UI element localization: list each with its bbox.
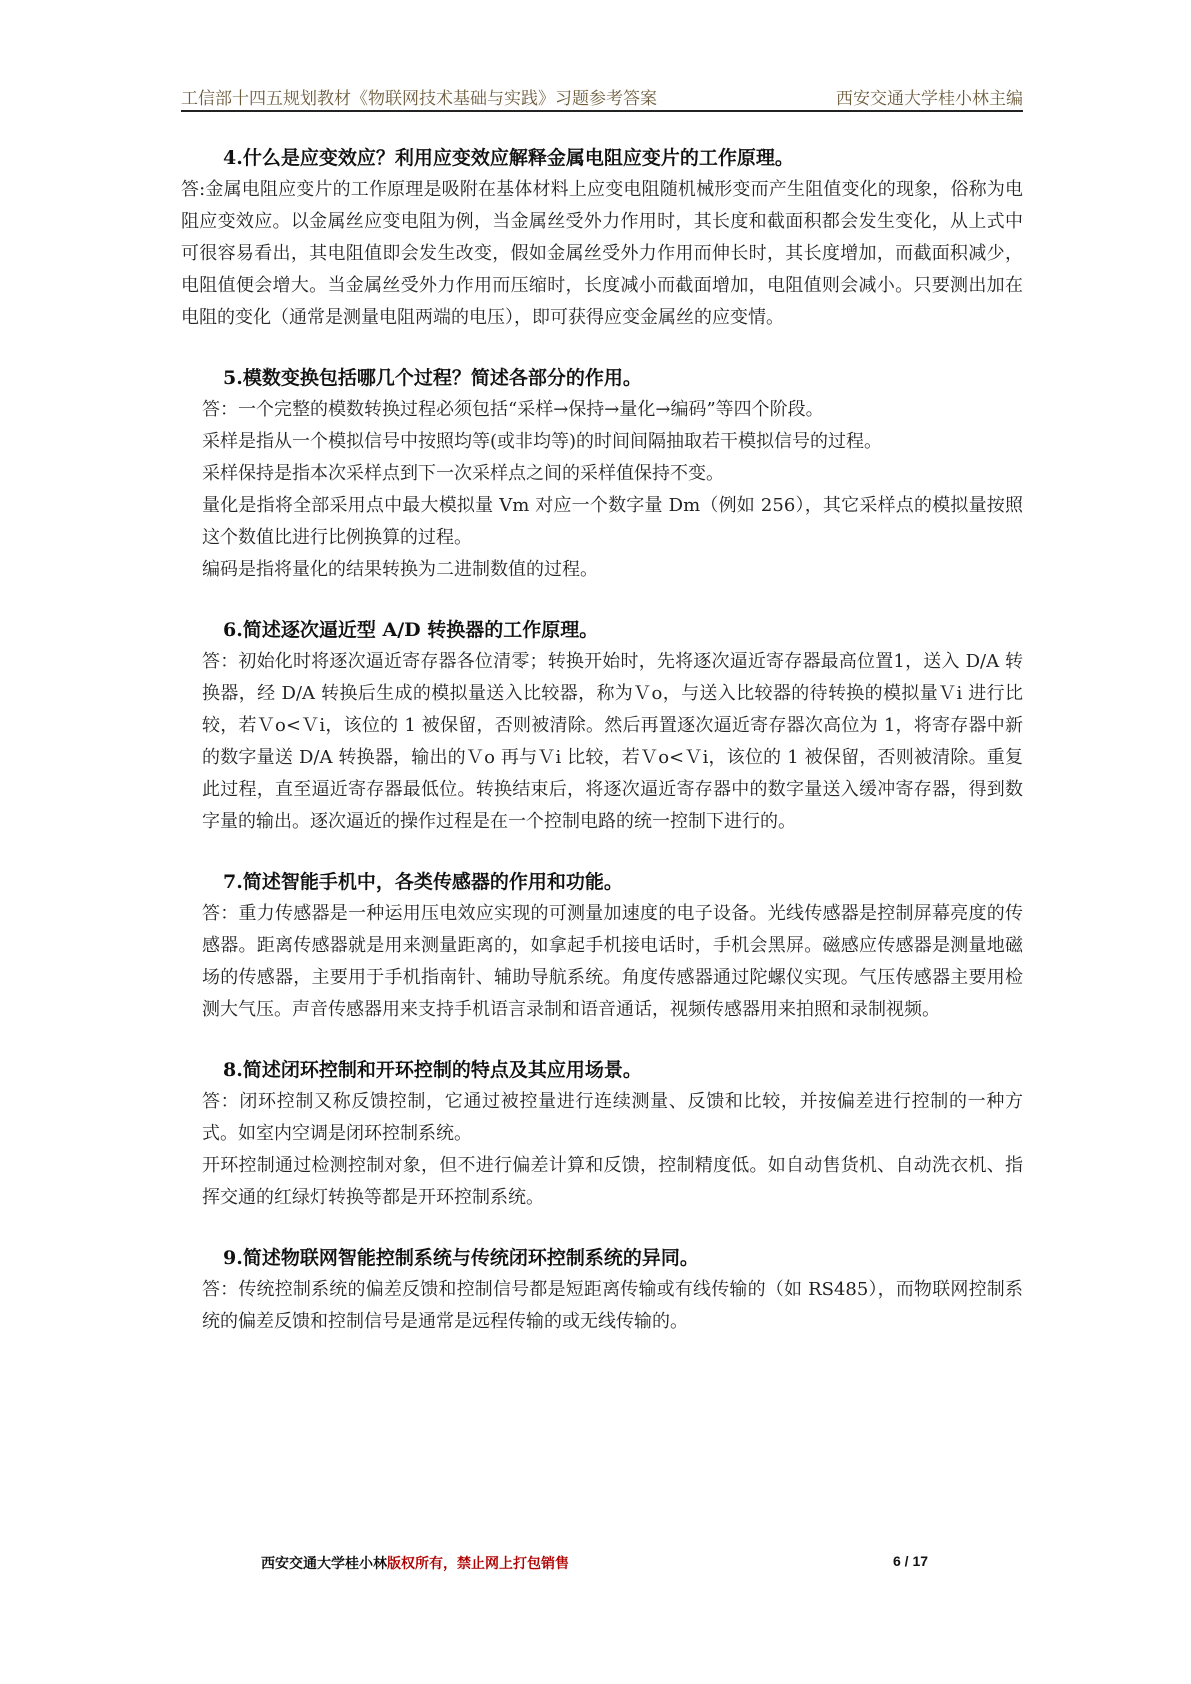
answer-paragraph: 采样是指从一个模拟信号中按照均等(或非均等)的时间间隔抽取若干模拟信号的过程。 — [202, 431, 883, 452]
header-title: 工信部十四五规划教材《物联网技术基础与实践》习题参考答案 — [181, 89, 657, 109]
qa-section — [181, 1242, 1023, 1338]
qa-section — [181, 362, 1023, 586]
document-body — [181, 142, 1023, 1366]
answer-paragraph: 答：闭环控制又称反馈控制，它通过被控量进行连续测量、反馈和比较，并按偏差进行控制的一种方式。如室内空调是闭环控制系统。 — [202, 1091, 1023, 1144]
answer-paragraph: 答：初始化时将逐次逼近寄存器各位清零；转换开始时，先将逐次逼近寄存器最高位置1，送入 D/A 转换器，经 D/A 转换后生成的模拟量送入比较器，称为Ｖo，与送入比较器的待转换的模拟量Ｖi 进行比较，若Ｖo<Ｖi，该位的 1 被保留，否则被清除。然后再置逐次逼近寄存器次高位为 1，将寄存器中新的数字量送 D/A 转换器，输出的Ｖo 再与Ｖi 比较，若Ｖo<Ｖi，该位的 1 被保留，否则被清除。重复此过程，直至逼近寄存器最低位。转换结束后，将逐次逼近寄存器中的数字量送入缓冲寄存器，得到数字量的输出。逐次逼近的操作过程是在一个控制电路的统一控制下进行的。 — [202, 651, 1023, 832]
header-editor: 西安交通大学桂小林主编 — [836, 89, 1023, 109]
page-number: 6 / 17 — [893, 1553, 929, 1569]
answer-paragraph: 编码是指将量化的结果转换为二进制数值的过程。 — [202, 559, 598, 580]
question-heading: 6.简述逐次逼近型 A/D 转换器的工作原理。 — [223, 619, 599, 641]
qa-section — [181, 614, 1023, 838]
answer-paragraph: 答：一个完整的模数转换过程必须包括“采样→保持→量化→编码”等四个阶段。 — [202, 399, 824, 420]
copyright-warning: 版权所有，禁止网上打包销售 — [387, 1556, 569, 1572]
answer-paragraph: 答:金属电阻应变片的工作原理是吸附在基体材料上应变电阻随机械形变而产生阻值变化的现象，俗称为电阻应变效应。以金属丝应变电阻为例，当金属丝受外力作用时，其长度和截面积都会发生变化，从上式中可很容易看出，其电阻值即会发生改变，假如金属丝受外力作用而伸长时，其长度增加，而截面积减少，电阻值便会增大。当金属丝受外力作用而压缩时，长度减小而截面增加，电阻值则会减小。只要测出加在电阻的变化（通常是测量电阻两端的电压），即可获得应变金属丝的应变情。 — [181, 179, 1023, 328]
answer-paragraph: 开环控制通过检测控制对象，但不进行偏差计算和反馈，控制精度低。如自动售货机、自动洗衣机、指挥交通的红绿灯转换等都是开环控制系统。 — [202, 1155, 1023, 1208]
question-heading: 5.模数变换包括哪几个过程？简述各部分的作用。 — [223, 367, 642, 389]
question-heading: 9.简述物联网智能控制系统与传统闭环控制系统的异同。 — [223, 1247, 699, 1269]
copyright-notice — [261, 1553, 569, 1573]
qa-section — [181, 1054, 1023, 1214]
page-header — [181, 84, 1023, 112]
question-heading: 7.简述智能手机中，各类传感器的作用和功能。 — [223, 871, 623, 893]
copyright-author: 西安交通大学桂小林 — [261, 1556, 387, 1572]
answer-paragraph: 量化是指将全部采用点中最大模拟量 Vm 对应一个数字量 Dm（例如 256），其它采样点的模拟量按照这个数值比进行比例换算的过程。 — [202, 495, 1023, 548]
question-heading: 8.简述闭环控制和开环控制的特点及其应用场景。 — [223, 1059, 642, 1081]
qa-section — [181, 866, 1023, 1026]
answer-paragraph: 答：重力传感器是一种运用压电效应实现的可测量加速度的电子设备。光线传感器是控制屏幕亮度的传感器。距离传感器就是用来测量距离的，如拿起手机接电话时，手机会黑屏。磁感应传感器是测量地磁场的传感器，主要用于手机指南针、辅助导航系统。角度传感器通过陀螺仪实现。气压传感器主要用检测大气压。声音传感器用来支持手机语言录制和语音通话，视频传感器用来拍照和录制视频。 — [202, 903, 1023, 1020]
page-footer — [0, 1553, 1191, 1577]
qa-section — [181, 142, 1023, 334]
answer-paragraph: 采样保持是指本次采样点到下一次采样点之间的采样值保持不变。 — [202, 463, 724, 484]
question-heading: 4.什么是应变效应？利用应变效应解释金属电阻应变片的工作原理。 — [223, 147, 794, 169]
answer-paragraph: 答：传统控制系统的偏差反馈和控制信号都是短距离传输或有线传输的（如 RS485），而物联网控制系统的偏差反馈和控制信号是通常是远程传输的或无线传输的。 — [202, 1279, 1023, 1332]
